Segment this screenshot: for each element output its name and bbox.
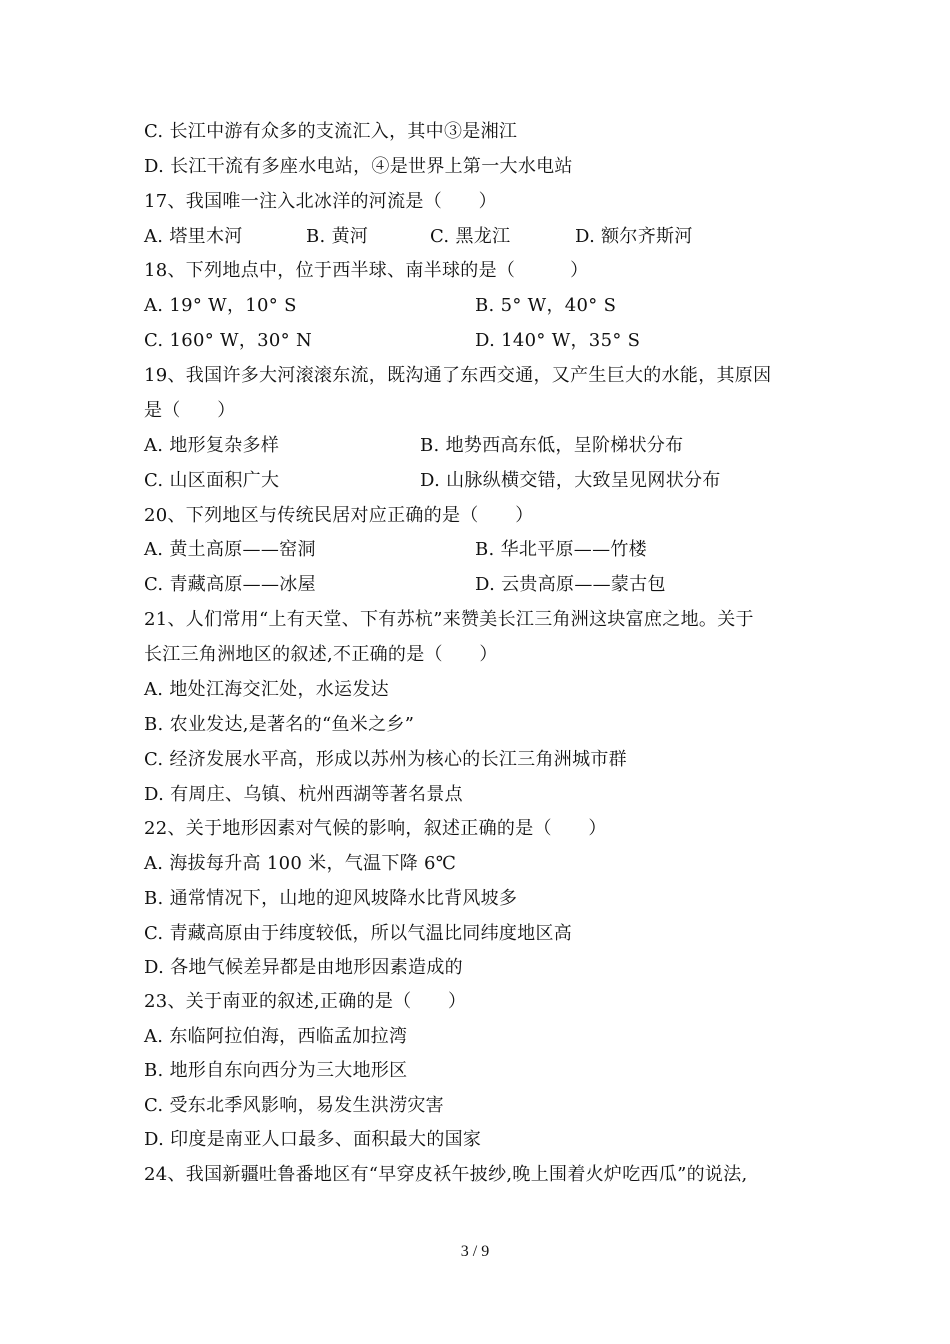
q23-option-c: C. 受东北季风影响，易发生洪涝灾害 [144, 1095, 444, 1116]
q20-stem: 20、下列地区与传统民居对应正确的是（ ） [144, 505, 534, 526]
q23-option-d: D. 印度是南亚人口最多、面积最大的国家 [144, 1129, 482, 1150]
q22-option-d: D. 各地气候差异都是由地形因素造成的 [144, 957, 463, 978]
q17-stem: 17、我国唯一注入北冰洋的河流是（ ） [144, 191, 497, 212]
q21-option-a: A. 地处江海交汇处，水运发达 [144, 679, 389, 700]
q17-option-a: A. 塔里木河 [144, 226, 243, 247]
q19-option-b: B. 地势西高东低，呈阶梯状分布 [420, 435, 684, 456]
q19-option-c: C. 山区面积广大 [144, 470, 280, 491]
q20-option-a: A. 黄土高原——窑洞 [144, 539, 316, 560]
q18-option-a: A. 19° W，10° S [144, 295, 297, 316]
q19-stem-line1: 19、我国许多大河滚滚东流，既沟通了东西交通，又产生巨大的水能，其原因 [144, 365, 772, 386]
q21-stem-line2: 长江三角洲地区的叙述,不正确的是（ ） [144, 644, 498, 665]
q21-option-c: C. 经济发展水平高，形成以苏州为核心的长江三角洲城市群 [144, 749, 627, 770]
q16-option-c: C. 长江中游有众多的支流汇入，其中③是湘江 [144, 121, 518, 142]
q18-stem: 18、下列地点中，位于西半球、南半球的是（ ） [144, 260, 589, 281]
q18-option-b: B. 5° W，40° S [475, 295, 617, 316]
q21-option-b: B. 农业发达,是著名的“鱼米之乡” [144, 714, 415, 735]
q24-stem-line1: 24、我国新疆吐鲁番地区有“早穿皮袄午披纱,晚上围着火炉吃西瓜”的说法, [144, 1164, 748, 1185]
q23-option-b: B. 地形自东向西分为三大地形区 [144, 1060, 408, 1081]
q19-option-d: D. 山脉纵横交错，大致呈见网状分布 [420, 470, 721, 491]
q22-option-a: A. 海拔每升高 100 米，气温下降 6℃ [144, 853, 457, 874]
q17-option-b: B. 黄河 [306, 226, 369, 247]
q20-option-d: D. 云贵高原——蒙古包 [475, 574, 666, 595]
q19-option-a: A. 地形复杂多样 [144, 435, 280, 456]
q22-option-b: B. 通常情况下，山地的迎风坡降水比背风坡多 [144, 888, 518, 909]
q17-option-d: D. 额尔齐斯河 [575, 226, 693, 247]
q19-stem-line2: 是（ ） [144, 400, 236, 421]
page-number: 3 / 9 [460, 1243, 490, 1260]
q22-stem: 22、关于地形因素对气候的影响，叙述正确的是（ ） [144, 818, 607, 839]
q17-option-c: C. 黑龙江 [430, 226, 511, 247]
q16-option-d: D. 长江干流有多座水电站，④是世界上第一大水电站 [144, 156, 573, 177]
q22-option-c: C. 青藏高原由于纬度较低，所以气温比同纬度地区高 [144, 923, 573, 944]
q18-option-c: C. 160° W，30° N [144, 330, 313, 351]
q21-stem-line1: 21、人们常用“上有天堂、下有苏杭”来赞美长江三角洲这块富庶之地。关于 [144, 609, 754, 630]
q20-option-b: B. 华北平原——竹楼 [475, 539, 647, 560]
q23-option-a: A. 东临阿拉伯海，西临孟加拉湾 [144, 1026, 408, 1047]
q18-option-d: D. 140° W，35° S [475, 330, 641, 351]
q21-option-d: D. 有周庄、乌镇、杭州西湖等著名景点 [144, 784, 463, 805]
q23-stem: 23、关于南亚的叙述,正确的是（ ） [144, 991, 467, 1012]
q20-option-c: C. 青藏高原——冰屋 [144, 574, 316, 595]
